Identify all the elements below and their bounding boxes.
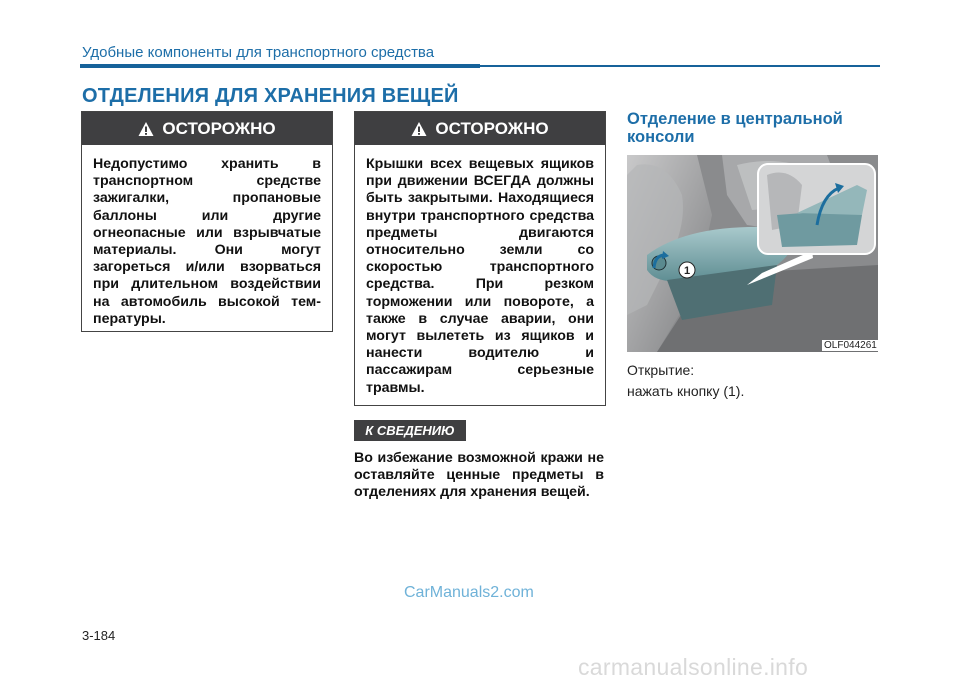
warning-header [355,112,605,145]
warning-triangle-icon [138,121,154,137]
header-rule-thin [480,65,880,67]
warning-triangle-icon [411,121,427,137]
warning-header [82,112,332,145]
header-rule [80,64,480,68]
opening-label: Открытие: [627,362,695,378]
warning-text: Крышки всех вещевых ящиков при движении ВСЕГДА должны быть закрытыми. Находящиеся внутри транспортного средства предметы двигаются относительно земли со скоростью транспортного средства. При резком торможении или повороте, а также в случае аварии, они могут вылететь из ящиков и нанести водителю и пассажирам серьезные травмы. [366,156,594,396]
console-title: Отделение в центральной консоли [627,110,843,146]
page-number: 3-184 [82,628,116,643]
info-text: Во избежание возможной кражи не оставляйте ценные предметы в отделениях для хранения вещей. [354,450,604,501]
console-photo [627,155,878,352]
watermark-top: CarManuals2.com [404,584,534,601]
chapter-title: Удобные компоненты для транспортного средства [82,44,435,61]
warning-box-2 [354,111,606,406]
info-label: К СВЕДЕНИЮ [354,420,466,441]
callout-number: 1 [684,265,691,277]
section-title: ОТДЕЛЕНИЯ ДЛЯ ХРАНЕНИЯ ВЕЩЕЙ [82,85,459,107]
opening-instruction: нажать кнопку (1). [627,383,745,399]
watermark-bottom: carmanualsonline.info [578,654,809,680]
warning-label: ОСТОРОЖНО [162,118,276,138]
warning-box-1 [81,111,333,332]
warning-label: ОСТОРОЖНО [435,118,549,138]
warning-text: Недопустимо хранить в транспортном средстве зажигалки, пропановые баллоны или другие огнеопасные или взрывчатые материалы. Они могут загореться и/или взорваться при длительном воздействии на автомобиль высокой тем-пературы. [93,156,321,327]
console-illustration [627,155,878,352]
image-code: OLF044261 [824,340,877,351]
